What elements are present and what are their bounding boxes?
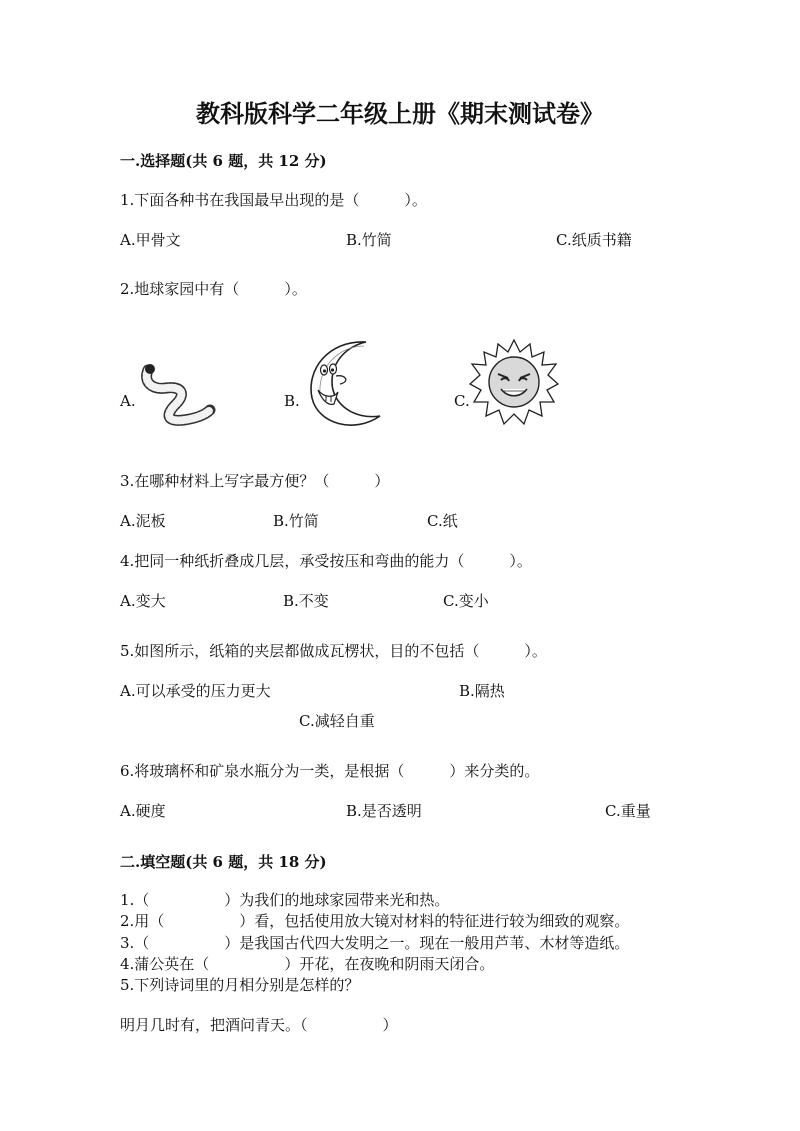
question-2-option-a[interactable]: A. [120,392,136,410]
sun-icon [468,338,560,426]
question-4-option-a[interactable]: A.变大 [120,592,166,610]
question-6-option-b[interactable]: B.是否透明 [346,802,422,820]
fill-blank-1: 1.（ ）为我们的地球家园带来光和热。 [120,891,450,909]
question-3-option-a[interactable]: A.泥板 [120,512,166,530]
question-5-option-b[interactable]: B.隔热 [459,682,505,700]
question-1-option-b[interactable]: B.竹简 [346,231,392,249]
crescent-moon-icon [298,334,390,434]
poem-line: 明月几时有，把酒问青天。（ ） [120,1016,398,1034]
section-heading-choice: 一.选择题(共 6 题，共 12 分) [120,152,327,170]
question-4-option-b[interactable]: B.不变 [283,592,329,610]
question-4-stem: 4.把同一种纸折叠成几层，承受按压和弯曲的能力（ ）。 [120,552,532,570]
question-1-option-a[interactable]: A.甲骨文 [120,231,181,249]
question-2-option-c[interactable]: C. [454,392,470,410]
question-4-option-c[interactable]: C.变小 [443,592,489,610]
question-5-option-c[interactable]: C.减轻自重 [299,712,375,730]
fill-blank-3: 3.（ ）是我国古代四大发明之一。现在一般用芦苇、木材等造纸。 [120,934,630,952]
question-5-stem: 5.如图所示，纸箱的夹层都做成瓦楞状，目的不包括（ ）。 [120,642,547,660]
question-3-stem: 3.在哪种材料上写字最方便？（ ） [120,472,390,490]
question-1-stem: 1.下面各种书在我国最早出现的是（ ）。 [120,191,427,209]
question-2-stem: 2.地球家园中有（ ）。 [120,280,307,298]
question-6-option-c[interactable]: C.重量 [605,802,651,820]
question-3-option-b[interactable]: B.竹简 [273,512,319,530]
question-6-stem: 6.将玻璃杯和矿泉水瓶分为一类，是根据（ ）来分类的。 [120,762,540,780]
question-6-option-a[interactable]: A.硬度 [120,802,166,820]
fill-blank-4: 4.蒲公英在（ ）开花，在夜晚和阴雨天闭合。 [120,955,495,973]
question-1-option-c[interactable]: C.纸质书籍 [556,231,632,249]
earthworm-icon [138,360,216,428]
question-3-option-c[interactable]: C.纸 [427,512,458,530]
question-5-option-a[interactable]: A.可以承受的压力更大 [120,682,271,700]
section-heading-fill-blank: 二.填空题(共 6 题，共 18 分) [120,853,327,871]
page-title: 教科版科学二年级上册《期末测试卷》 [196,99,604,128]
question-2-option-b[interactable]: B. [284,392,300,410]
fill-blank-2: 2.用（ ）看，包括使用放大镜对材料的特征进行较为细致的观察。 [120,912,630,930]
fill-blank-5: 5.下列诗词里的月相分别是怎样的？ [120,976,360,994]
